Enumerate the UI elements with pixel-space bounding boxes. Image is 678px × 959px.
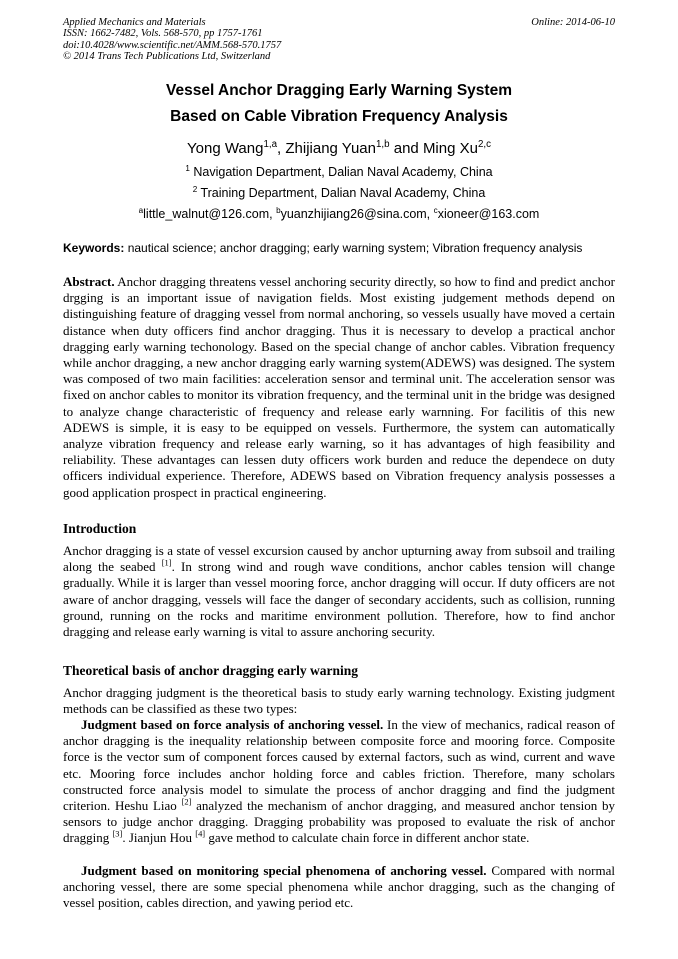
ref-3: [3] <box>112 829 123 840</box>
theory-p2-text-2: analyzed the mechanism of anchor dragging, and measured anchor tension by sensors to judge anchor dragging. Dragging probability was proposed to evaluate the risk of anchor dragging <box>63 798 615 846</box>
author-list <box>0 140 678 157</box>
theory-p2-text-1: In the view of mechanics, radical reason of anchor dragging is the inequality relationship between composite force and mooring force. Composite force is the vector sum of component forces caused by external factors, such as wind, current and wave etc. Mooring force includes anchor holding force and cables friction. Therefore, many scholars constructed force analysis model to simulate the process of anchor dragging and find the judgment criterion. Heshu Liao <box>63 717 615 814</box>
intro-text-2: . In strong wind and rough wave conditions, anchor cables tension will change gradually. While it is larger than vessel mooring force, anchor dragging will occur. If duty officers are not aware of anchor dragging, vessels will face the danger of secondary accidents, such as collision, running ground, running on the rocks and maritime environment pollution. Therefore, how to find anchor dragging and release early warning is vital to assure anchoring security. <box>63 559 615 640</box>
author-3: Ming Xu <box>422 140 478 157</box>
journal-header <box>63 17 615 63</box>
issn-line: ISSN: 1662-7482, Vols. 568-570, pp 1757-1761 <box>63 28 263 40</box>
email-b-sup: b <box>276 205 281 215</box>
abstract-text: Anchor dragging threatens vessel anchoring security directly, so how to find and predict anchor drgging is an important issue of navigation fields. Most existing judgement methods depend on distinguishing feature of dragging vessel from normal anchoring, so vessels usually have moved a certain distance when duty officers find anchor dragging. Thus it is necessary to develop a practical anchor dragging early warning techonology. Based on the special change of anchor cables. Vibration frequency while anchor dragging, a new anchor dragging early warning system(ADEWS) was designed. The system was composed of two main facilities: acceleration sensor and terminal unit. The acceleration sensor was fixed on anchor cables to monitor its vibration frequency, and the terminal unit in the bridge was designed to analyze change characteristic of frequency and release early warnning. For facilitis of this new ADEWS is simple, it is easy to be equipped on vessels. Furthermore, the system can automatically analyze vibration frequency and release early warning, so it has advantages of high feasibility and reliability. These advantages can lessen duty officers work burden and reduce the dependece on duty officers individual experience. Therefore, ADEWS based on Vibration frequency analysis possesses a good application prospect in practical engineering. <box>63 274 615 500</box>
affiliation-2-text: Training Department, Dalian Naval Academy, China <box>197 186 486 200</box>
force-analysis-subheading: Judgment based on force analysis of anchoring vessel. <box>81 717 384 732</box>
title-line-2: Based on Cable Vibration Frequency Analysis <box>170 108 508 125</box>
introduction-heading: Introduction <box>63 521 137 536</box>
author-3-sup: 2,c <box>477 139 491 150</box>
email-b[interactable]: yuanzhijiang26@sina.com, <box>280 207 434 221</box>
keywords-label: Keywords: <box>63 241 125 255</box>
ref-2: [2] <box>181 796 192 807</box>
intro-text-1: Anchor dragging is a state of vessel excursion caused by anchor upturning away from subsoil and trailing along the seabed <box>63 543 615 575</box>
author-1-sup: 1,a <box>263 139 278 150</box>
journal-name: Applied Mechanics and Materials <box>63 17 206 28</box>
affiliation-1-num: 1 <box>185 163 190 173</box>
theory-p2-text-4: gave method to calculate chain force in different anchor state. <box>205 830 530 846</box>
email-a-sup: a <box>138 205 144 215</box>
online-date: Online: 2014-06-10 <box>531 17 615 28</box>
affiliation-1 <box>0 165 678 179</box>
author-emails <box>0 207 678 221</box>
ref-4: [4] <box>195 829 206 840</box>
keywords-text: nautical science; anchor dragging; early warning system; Vibration frequency analysis <box>124 241 583 255</box>
author-1: Yong Wang <box>187 140 264 157</box>
theory-paragraph-3 <box>63 863 615 912</box>
author-sep-2: and <box>389 140 423 157</box>
email-c[interactable]: xioneer@163.com <box>437 207 540 221</box>
special-phenomena-subheading: Judgment based on monitoring special phenomena of anchoring vessel. <box>81 863 487 878</box>
theory-p2-text-3: . Jianjun Hou <box>122 830 196 846</box>
copyright-line: © 2014 Trans Tech Publications Ltd, Switzerland <box>63 51 271 63</box>
doi-line: doi:10.4028/www.scientific.net/AMM.568-570.1757 <box>63 39 282 51</box>
author-2: Zhijiang Yuan <box>285 140 376 157</box>
title-line-1: Vessel Anchor Dragging Early Warning System <box>166 82 512 99</box>
theory-paragraph-2 <box>63 717 615 847</box>
affiliation-2 <box>0 186 678 200</box>
email-a[interactable]: little_walnut@126.com, <box>143 207 277 221</box>
email-c-sup: c <box>433 205 438 215</box>
introduction-paragraph <box>63 543 615 640</box>
affiliation-2-num: 2 <box>192 184 198 194</box>
author-2-sup: 1,b <box>376 139 390 150</box>
author-sep-1: , <box>277 140 286 157</box>
theory-p3-text: Compared with normal anchoring vessel, there are some special phenomena while anchor dragging, such as the changing of vessel position, cables direction, and yawing period etc. <box>63 863 615 911</box>
abstract-paragraph <box>63 274 615 501</box>
theory-heading: Theoretical basis of anchor dragging early warning <box>63 663 359 678</box>
abstract-label: Abstract. <box>63 274 115 289</box>
keywords <box>63 241 615 255</box>
affiliation-1-text: Navigation Department, Dalian Naval Academy, China <box>189 165 493 179</box>
theory-paragraph-1: Anchor dragging judgment is the theoretical basis to study early warning technology. Existing judgment methods can be classified as these two types: <box>63 685 615 717</box>
ref-1: [1] <box>161 557 172 568</box>
